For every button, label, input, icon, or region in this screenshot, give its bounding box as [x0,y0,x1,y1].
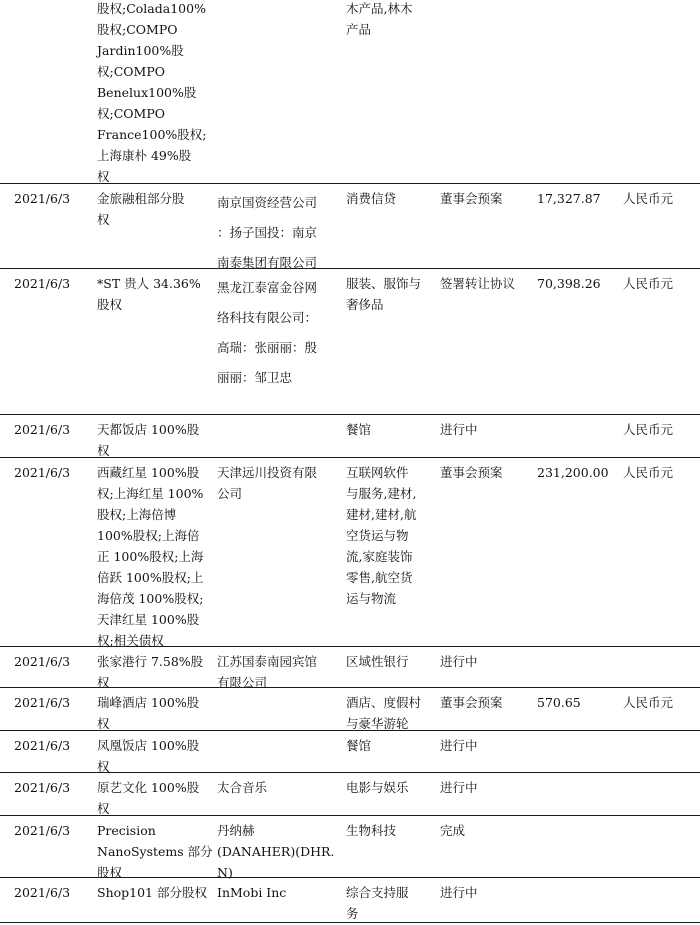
industry-cell-line: 木产品,林木 [346,1,413,16]
target-cell-line: 西藏红星 100%股 [97,465,200,480]
buyer-cell-line: N) [217,865,233,880]
status-cell: 进行中 [440,422,478,437]
table-row [0,268,700,415]
date-cell: 2021/6/3 [14,422,71,437]
industry-cell [346,188,430,209]
target-cell-line: 权;COMPO [97,106,165,121]
target-cell-line: NanoSystems 部分 [97,844,213,859]
table-row [0,183,700,269]
buyer-cell [217,882,329,903]
target-cell [97,820,213,883]
target-cell-line: 权;COMPO [97,64,165,79]
target-cell-line: 权 [97,716,110,731]
target-cell-line: 股权 [97,297,123,312]
buyer-cell-line: 太合音乐 [217,780,268,795]
industry-cell-line: 服装、服饰与 [346,276,422,291]
target-cell-line: 权 [97,675,110,690]
target-cell-line: 权;相关债权 [97,633,164,648]
target-cell-line: 凤凰饭店 100%股 [97,738,200,753]
table-row [0,730,700,773]
status-cell: 签署转让协议 [440,276,516,291]
status-cell: 进行中 [440,780,478,795]
industry-cell-line: 区域性银行 [346,654,409,669]
table-row [0,687,700,731]
target-cell-line: Precision [97,823,156,838]
buyer-cell-line: (DANAHER)(DHR. [217,844,335,859]
target-cell-line: 上海康朴 49%股 [97,148,192,163]
currency-cell: 人民币元 [623,465,674,480]
target-cell-line: 金旅融租部分股 [97,191,185,206]
status-cell: 董事会预案 [440,191,503,206]
buyer-cell-line: 南京国资经营公司 [217,195,318,210]
industry-cell-line: 互联网软件 [346,465,409,480]
industry-cell-line: 餐馆 [346,738,372,753]
buyer-cell [217,462,329,504]
target-cell [97,777,209,819]
industry-cell-line: 产品 [346,22,372,37]
status-cell: 进行中 [440,654,478,669]
buyer-cell-line: 络科技有限公司： [217,310,318,325]
target-cell-line: 权 [97,443,110,458]
industry-cell [346,0,430,40]
table-row [0,815,700,878]
industry-cell [346,777,430,798]
date-cell: 2021/6/3 [14,780,71,795]
amount-cell: 17,327.87 [537,191,601,206]
industry-cell [346,735,430,756]
date-cell: 2021/6/3 [14,695,71,710]
target-cell-line: 权 [97,759,110,774]
currency-cell: 人民币元 [623,422,674,437]
amount-cell: 70,398.26 [537,276,601,291]
industry-cell-line: 零售,航空货 [346,570,413,585]
buyer-cell-line: 丹纳赫 [217,823,255,838]
table-row [0,877,700,925]
industry-cell-line: 建材,建材,航 [346,507,417,522]
table-row [0,457,700,647]
date-cell: 2021/6/3 [14,465,71,480]
target-cell-line: *ST 贵人 34.36% [97,276,201,291]
industry-cell-line: 综合支持服 [346,885,409,900]
table-row [0,772,700,816]
amount-cell: 570.65 [537,695,581,710]
target-cell-line: 张家港行 7.58%股 [97,654,204,669]
target-cell-line: 原艺文化 100%股 [97,780,200,795]
industry-cell-line: 运与物流 [346,591,397,606]
status-cell: 董事会预案 [440,695,503,710]
industry-cell-line: 酒店、度假村 [346,695,422,710]
industry-cell [346,820,430,841]
industry-cell-line: 消费信贷 [346,191,397,206]
target-cell-line: 股权;上海倍博 [97,507,177,522]
date-cell: 2021/6/3 [14,885,71,900]
industry-cell-line: 与豪华游轮 [346,716,409,731]
target-cell-line: 天都饭店 100%股 [97,422,200,437]
table-row [0,646,700,688]
industry-cell-line: 奢侈品 [346,297,384,312]
industry-cell [346,651,430,672]
currency-cell: 人民币元 [623,276,674,291]
buyer-cell-line: 丽丽：邹卫忠 [217,370,293,385]
target-cell-line: 海倍茂 100%股权; [97,591,204,606]
buyer-cell-line: 高瑞：张丽丽：殷 [217,340,318,355]
buyer-cell [217,820,335,883]
status-cell: 进行中 [440,885,478,900]
target-cell [97,0,209,187]
industry-cell-line: 与服务,建材, [346,486,417,501]
buyer-cell-line: 天津远川投资有限 [217,465,318,480]
target-cell-line: Jardin100%股 [97,43,184,58]
status-cell: 完成 [440,823,466,838]
table-row [0,0,700,183]
industry-cell [346,419,430,440]
industry-cell-line: 生物科技 [346,823,397,838]
buyer-cell-line: 江苏国泰南园宾馆 [217,654,318,669]
target-cell-line: France100%股权; [97,127,207,142]
table-bottom-border [0,922,700,923]
date-cell: 2021/6/3 [14,823,71,838]
buyer-cell-line: ：扬子国投：南京 [217,225,318,240]
target-cell-line: 权 [97,169,110,184]
table-row [0,414,700,458]
target-cell [97,273,209,315]
buyer-cell-line: 有限公司 [217,675,268,690]
target-cell [97,462,209,651]
buyer-cell [217,273,329,393]
target-cell-line: 权 [97,212,110,227]
industry-cell-line: 流,家庭装饰 [346,549,413,564]
industry-cell-line: 务 [346,906,359,921]
target-cell-line: 权;上海红星 100% [97,486,204,501]
industry-cell-line: 电影与娱乐 [346,780,409,795]
buyer-cell-line: InMobi Inc [217,885,287,900]
status-cell: 进行中 [440,738,478,753]
industry-cell [346,882,430,924]
target-cell-line: 100%股权;上海倍 [97,528,200,543]
currency-cell: 人民币元 [623,191,674,206]
industry-cell [346,692,430,734]
buyer-cell-line: 南泰集团有限公司 [217,255,318,270]
target-cell [97,692,209,734]
currency-cell: 人民币元 [623,695,674,710]
target-cell [97,735,209,777]
target-cell-line: 股权;COMPO [97,22,178,37]
buyer-cell [217,777,329,798]
status-cell: 董事会预案 [440,465,503,480]
target-cell-line: 股权;Colada100% [97,1,206,16]
date-cell: 2021/6/3 [14,276,71,291]
industry-cell-line: 空货运与物 [346,528,409,543]
target-cell-line: 权 [97,801,110,816]
industry-cell-line: 餐馆 [346,422,372,437]
target-cell-line: 正 100%股权;上海 [97,549,204,564]
date-cell: 2021/6/3 [14,738,71,753]
target-cell-line: Shop101 部分股权 [97,885,207,900]
target-cell-line: 倍跃 100%股权;上 [97,570,204,585]
buyer-cell [217,188,329,278]
date-cell: 2021/6/3 [14,654,71,669]
target-cell-line: 天津红星 100%股 [97,612,200,627]
industry-cell [346,462,430,609]
buyer-cell-line: 黑龙江泰富金谷网 [217,280,318,295]
target-cell [97,188,209,230]
buyer-cell-line: 公司 [217,486,243,501]
target-cell-line: 瑞峰酒店 100%股 [97,695,200,710]
target-cell [97,882,209,903]
date-cell: 2021/6/3 [14,191,71,206]
amount-cell: 231,200.00 [537,465,609,480]
target-cell [97,419,209,461]
target-cell-line: Benelux100%股 [97,85,197,100]
industry-cell [346,273,430,315]
target-cell-line: 股权 [97,865,123,880]
